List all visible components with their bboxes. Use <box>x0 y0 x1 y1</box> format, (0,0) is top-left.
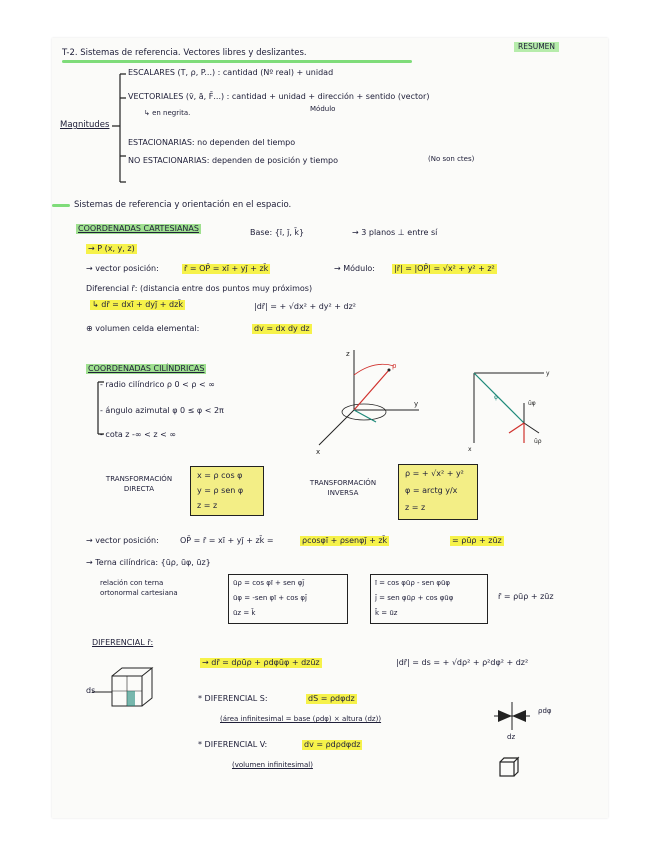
vectoriales-text: VECTORIALES (v̄, ā, F̄...) : cantidad + unidad + dirección + sentido (vector) <box>128 92 430 101</box>
cil-vector-pos-c: = ρūρ + zūz <box>452 536 502 545</box>
box2-eq-1: ī = cos φūρ - sen φūφ <box>375 579 451 587</box>
title-underline <box>62 60 412 63</box>
polar-unit-vectors-diagram <box>464 363 554 453</box>
dz-label: dz <box>507 733 516 741</box>
directa-eq-3: z = z <box>197 501 218 510</box>
terna-box-2 <box>370 574 488 624</box>
cil-dr-mod: |dr̄| = ds = + √dρ² + ρ²dφ² + dz² <box>396 658 529 667</box>
cartesianas-planos: → 3 planos ⊥ entre sí <box>352 228 438 237</box>
svg-text:z: z <box>346 350 350 358</box>
sistemas-heading: Sistemas de referencia y orientación en el espacio. <box>74 200 292 210</box>
element-area-diagram <box>492 698 542 734</box>
svg-text:x: x <box>468 446 472 453</box>
terna-box-1 <box>228 574 348 624</box>
transf-inversa-box <box>398 464 478 520</box>
escalares-text: ESCALARES (T, ρ, P...) : cantidad (Nº real) + unidad <box>128 68 334 77</box>
resumen-badge: RESUMEN <box>514 42 559 52</box>
cil-dr: → dr̄ = dρūρ + ρdφūφ + dzūz <box>202 658 320 667</box>
r-equation: r̄ = ρūρ + zūz <box>498 592 554 601</box>
svg-text:ρ: ρ <box>392 362 397 370</box>
magnitudes-label: Magnitudes <box>60 120 110 130</box>
svg-text:x: x <box>316 448 321 456</box>
box1-eq-3: ūz = k̄ <box>233 609 256 617</box>
cil-vector-pos-b: ρcosφī + ρsenφj̄ + zk̄ <box>302 536 388 545</box>
cart-dr: ↳ dr̄ = dxī + dyj̄ + dzk̄ <box>92 300 183 309</box>
cil-vector-pos-label: → vector posición: <box>86 536 159 545</box>
box1-eq-2: ūφ = -sen φī + cos φj̄ <box>233 594 307 602</box>
box1-eq-1: ūρ = cos φī + sen φj̄ <box>233 579 305 587</box>
magnitudes-bracket <box>112 68 192 188</box>
rho-dphi-label: ρdφ <box>538 707 552 715</box>
inversa-eq-2: φ = arctg y/x <box>405 486 458 495</box>
area-infinitesimal: (área infinitesimal = base (ρdφ) × altura (dz)) <box>220 715 382 723</box>
box2-eq-2: j̄ = sen φūρ + cos φūφ <box>375 594 454 602</box>
cil-radio: - radio cilíndrico ρ 0 < ρ < ∞ <box>100 380 215 389</box>
box2-eq-3: k̄ = ūz <box>375 609 398 617</box>
svg-text:ūρ: ūρ <box>534 438 542 445</box>
dif-v: dv = ρdρdφdz <box>304 740 361 749</box>
transf-directa-label: TRANSFORMACIÓN DIRECTA <box>105 475 173 493</box>
cart-dr-mod: |dr̄| = + √dx² + dy² + dz² <box>254 302 356 311</box>
cylindrical-axes-diagram <box>314 350 424 460</box>
no-estacionarias-text: NO ESTACIONARIAS: dependen de posición y tiempo <box>128 156 339 165</box>
cart-volumen-label: ⊕ volumen celda elemental: <box>86 324 200 333</box>
terna-cilindrica: → Terna cilíndrica: {ūρ, ūφ, ūz} <box>86 558 211 567</box>
transf-inversa-label: TRANSFORMACIÓN INVERSA <box>309 479 377 497</box>
directa-eq-1: x = ρ cos φ <box>197 471 243 480</box>
cart-vector-pos-label: → vector posición: <box>86 264 159 273</box>
bullet-line <box>52 204 70 207</box>
relacion-label: relación con terna ortonormal cartesiana <box>100 579 178 597</box>
modulo-note: Módulo <box>310 105 336 113</box>
dif-s-label: * DIFERENCIAL S: <box>198 694 268 703</box>
svg-text:y: y <box>414 400 419 408</box>
cil-cota: - cota z -∞ < z < ∞ <box>100 430 177 439</box>
cart-vector-pos: r̄ = OP̄ = xī + yj̄ + zk̄ <box>184 264 269 273</box>
inversa-eq-1: ρ = + √x² + y² <box>405 469 464 478</box>
page-title: T-2. Sistemas de referencia. Vectores libres y deslizantes. <box>62 48 307 58</box>
ds-cube-diagram <box>92 666 152 716</box>
inversa-eq-3: z = z <box>405 503 426 512</box>
cartesianas-heading: COORDENADAS CARTESIANAS <box>78 224 199 233</box>
svg-text:ūφ: ūφ <box>528 400 536 407</box>
svg-text:y: y <box>546 370 550 377</box>
notebook-page <box>52 38 608 818</box>
cilindricas-heading: COORDENADAS CILÍNDRICAS <box>88 364 205 373</box>
diferencial-heading: DIFERENCIAL r̄: <box>92 638 154 647</box>
transf-directa-box <box>190 466 264 516</box>
cart-diferencial: Diferencial r̄: (distancia entre dos puntos muy próximos) <box>86 284 313 293</box>
ds-label: ds <box>86 686 96 695</box>
cart-modulo: |r̄| = |OP̄| = √x² + y² + z² <box>394 264 495 273</box>
dif-s: dS = ρdφdz <box>308 694 355 703</box>
cart-volumen: dv = dx dy dz <box>254 324 310 333</box>
negrita-note: ↳ en negrita. <box>144 109 191 117</box>
cil-vector-pos-a: OP̄ = r̄ = xī + yj̄ + zk̄ = <box>180 536 274 545</box>
estacionarias-text: ESTACIONARIAS: no dependen del tiempo <box>128 138 296 147</box>
cart-modulo-label: → Módulo: <box>334 264 376 273</box>
directa-eq-2: y = ρ sen φ <box>197 486 244 495</box>
dif-v-label: * DIFERENCIAL V: <box>198 740 268 749</box>
volume-cube-icon <box>498 756 520 778</box>
cartesianas-base: Base: {ī, j̄, k̄} <box>250 228 305 237</box>
cil-angulo: - ángulo azimutal φ 0 ≤ φ < 2π <box>100 406 224 415</box>
svg-text:φ: φ <box>494 394 498 401</box>
volumen-infinitesimal: (volumen infinitesimal) <box>232 761 313 769</box>
no-ctes-note: (No son ctes) <box>428 155 475 163</box>
cartesianas-punto: → P (x, y, z) <box>88 244 135 253</box>
